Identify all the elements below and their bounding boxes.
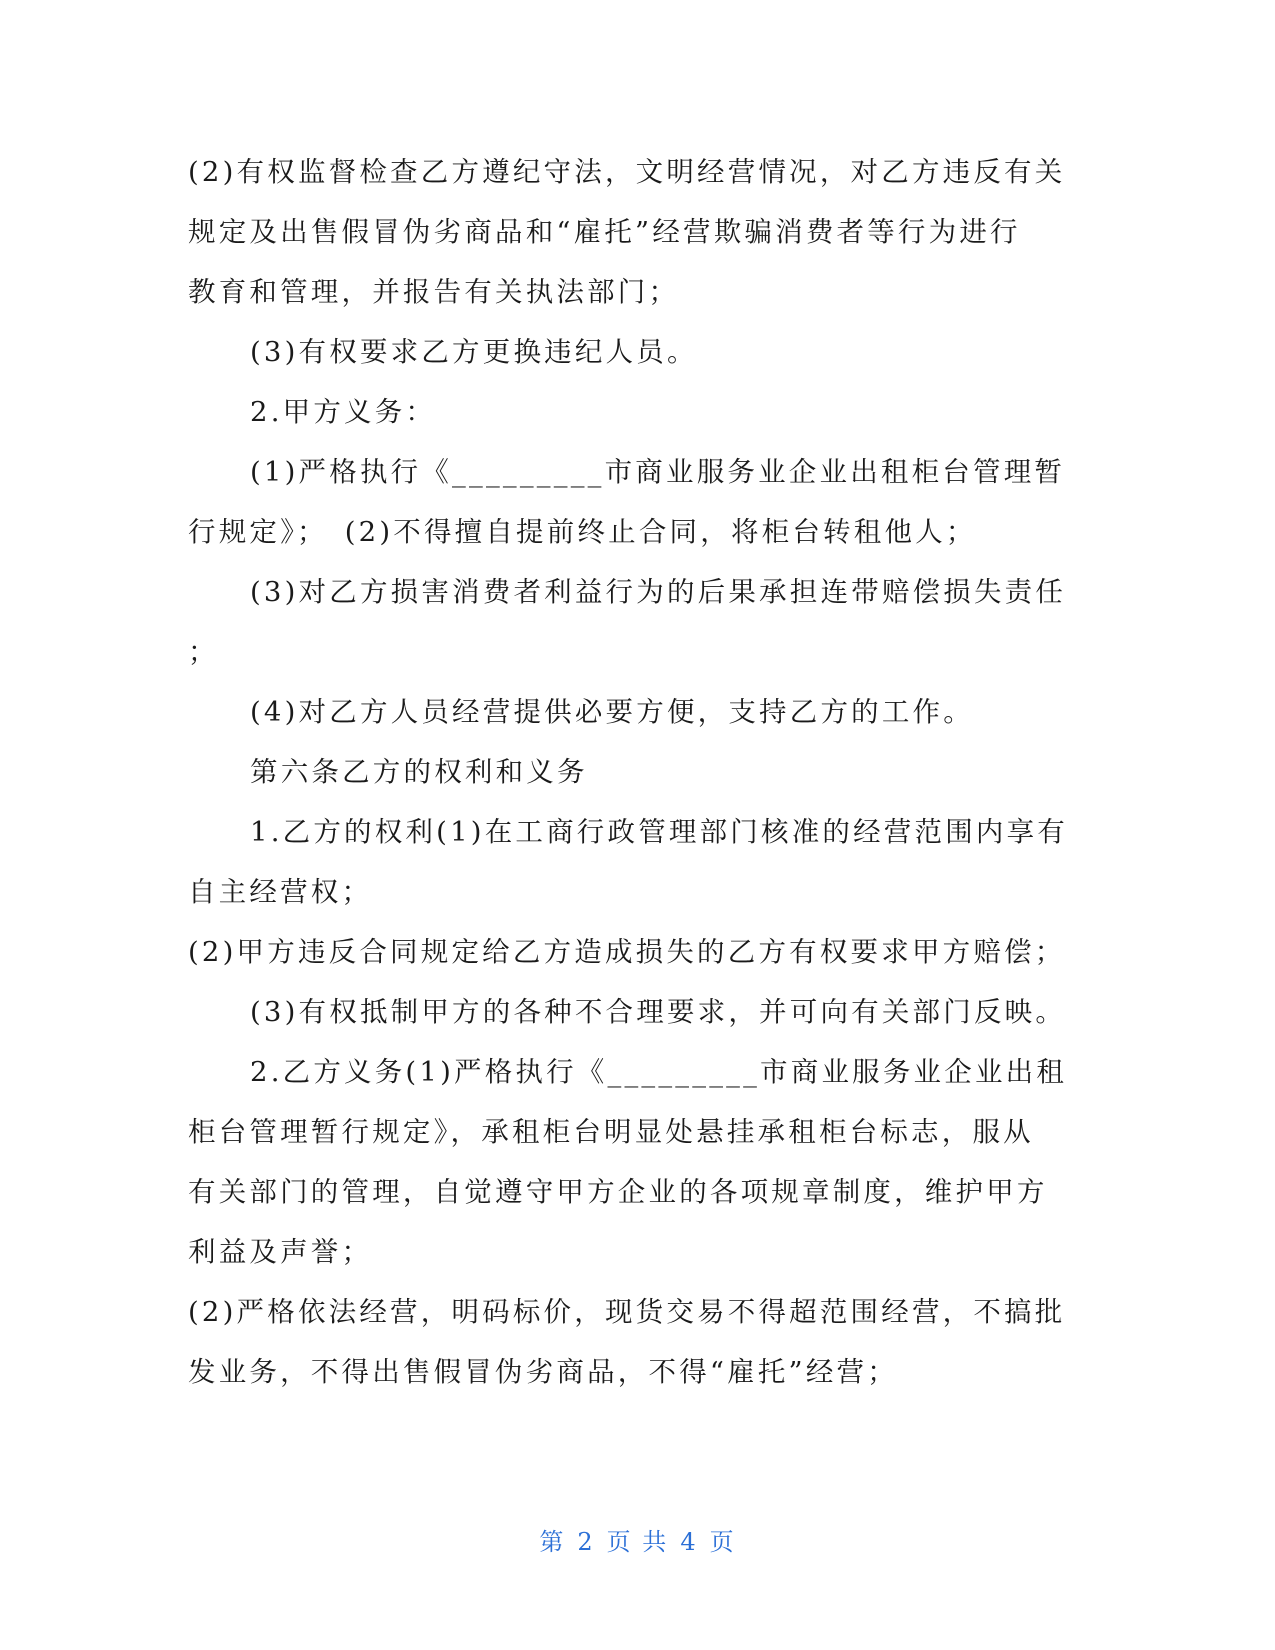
paragraph-line: 行规定》； (2)不得擅自提前终止合同，将柜台转租他人； bbox=[188, 516, 977, 548]
paragraph-line: (2)有权监督检查乙方遵纪守法，文明经营情况，对乙方违反有关 bbox=[188, 156, 1066, 188]
page-footer bbox=[0, 1527, 1275, 1557]
paragraph-line: 利益及声誉； bbox=[188, 1236, 373, 1268]
paragraph-line: 有关部门的管理，自觉遵守甲方企业的各项规章制度，维护甲方 bbox=[188, 1176, 1048, 1208]
paragraph-line: (4)对乙方人员经营提供必要方便，支持乙方的工作。 bbox=[250, 696, 974, 728]
paragraph-line: 自主经营权； bbox=[188, 876, 373, 908]
paragraph-line: 2.乙方义务(1)严格执行《_________市商业服务业企业出租 bbox=[250, 1056, 1068, 1088]
paragraph-line: 1.乙方的权利(1)在工商行政管理部门核准的经营范围内享有 bbox=[250, 816, 1068, 848]
current-page-number: 2 bbox=[577, 1528, 595, 1556]
paragraph-line: ； bbox=[188, 636, 219, 668]
paragraph-line: (3)对乙方损害消费者利益行为的后果承担连带赔偿损失责任 bbox=[250, 576, 1067, 608]
section-heading: 第六条乙方的权利和义务 bbox=[250, 756, 588, 788]
paragraph-line: (1)严格执行《_________市商业服务业企业出租柜台管理暂 bbox=[250, 456, 1066, 488]
document-body bbox=[188, 142, 1078, 1402]
paragraph-line: (3)有权要求乙方更换违纪人员。 bbox=[250, 336, 698, 368]
paragraph-line: 发业务，不得出售假冒伪劣商品，不得“雇托”经营； bbox=[188, 1356, 898, 1388]
total-page-count: 4 bbox=[680, 1528, 698, 1556]
paragraph-line: 教育和管理，并报告有关执法部门； bbox=[188, 276, 680, 308]
footer-suffix: 页 bbox=[709, 1528, 736, 1556]
footer-middle: 页 共 bbox=[606, 1528, 669, 1556]
paragraph-line: (2)严格依法经营，明码标价，现货交易不得超范围经营，不搞批 bbox=[188, 1296, 1066, 1328]
paragraph-line: 柜台管理暂行规定》，承租柜台明显处悬挂承租柜台标志，服从 bbox=[188, 1116, 1034, 1148]
paragraph-line: (3)有权抵制甲方的各种不合理要求，并可向有关部门反映。 bbox=[250, 996, 1067, 1028]
paragraph-line: 2.甲方义务： bbox=[250, 396, 437, 428]
footer-prefix: 第 bbox=[539, 1528, 566, 1556]
paragraph-line: (2)甲方违反合同规定给乙方造成损失的乙方有权要求甲方赔偿； bbox=[188, 936, 1066, 968]
paragraph-line: 规定及出售假冒伪劣商品和“雇托”经营欺骗消费者等行为进行 bbox=[188, 216, 1021, 248]
